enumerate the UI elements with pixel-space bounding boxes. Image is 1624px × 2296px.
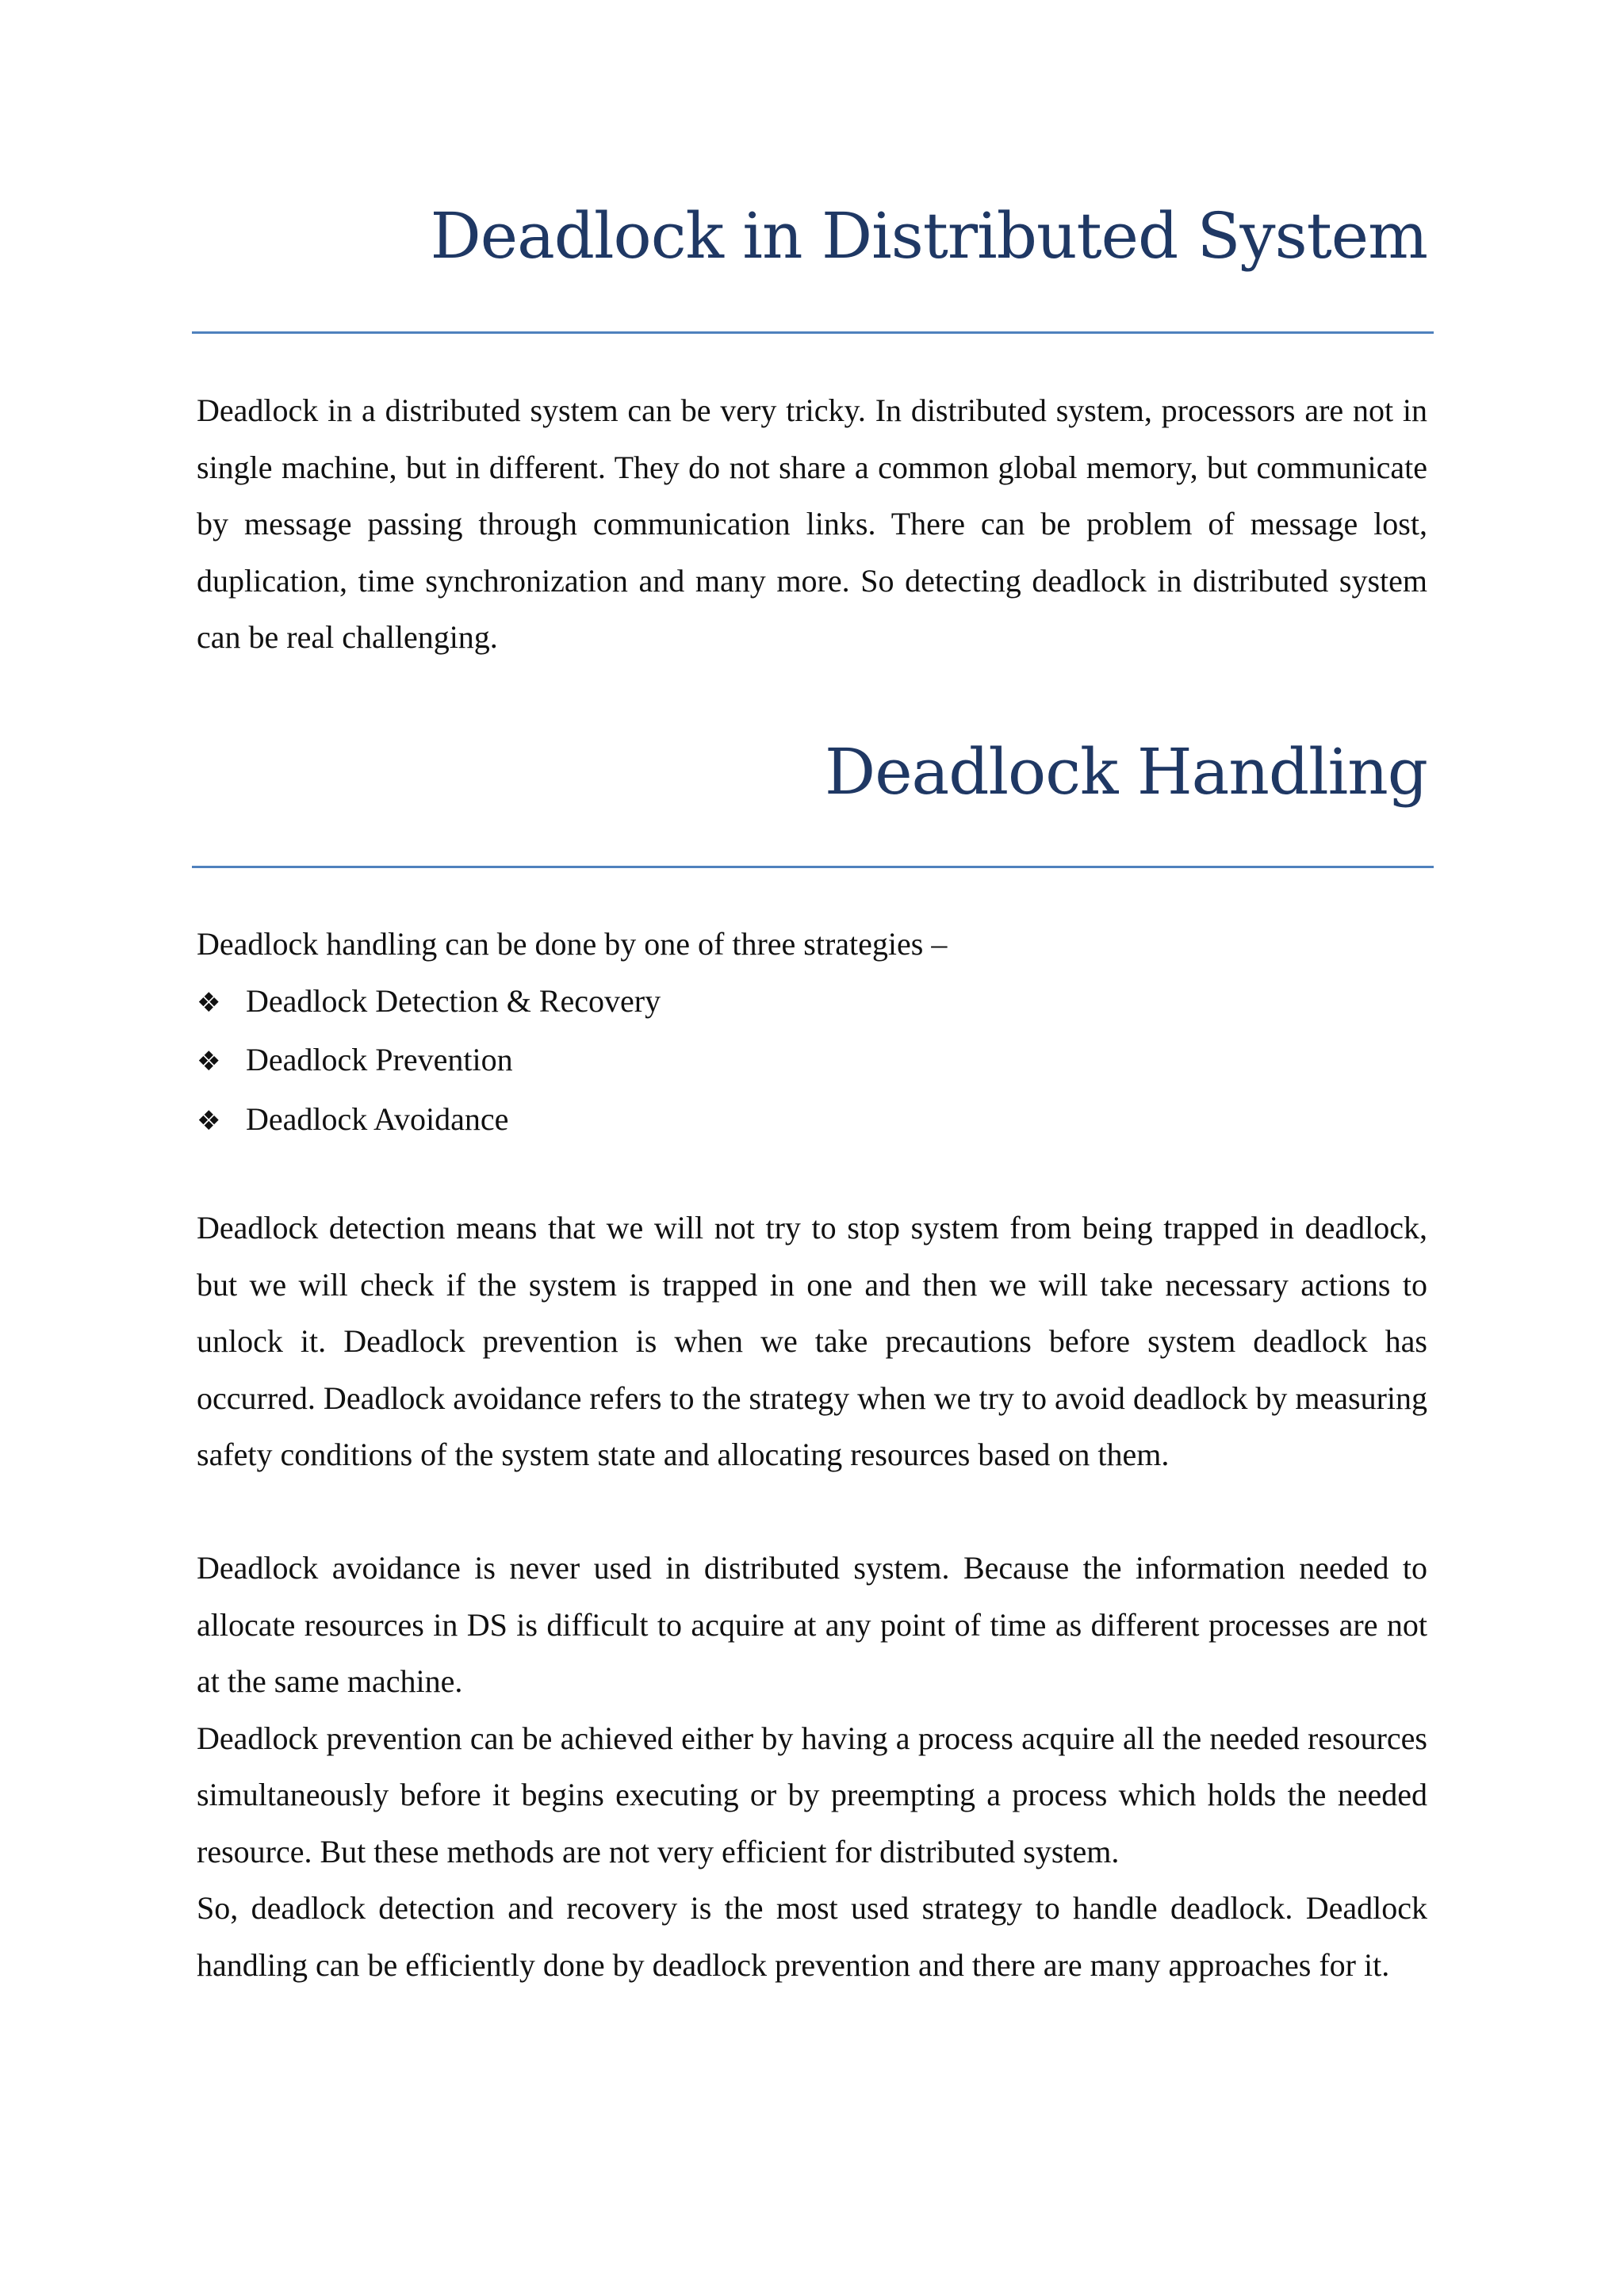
page-title: Deadlock in Distributed System <box>430 199 1427 273</box>
list-item <box>197 1031 1427 1091</box>
section-1-header <box>197 197 1427 276</box>
section-2-body <box>197 916 1427 1150</box>
strategies-explanation-paragraph: Deadlock detection means that we will not try to stop system from being trapped in deadlock, but we will check if the system is trapped in one and then we will take necessary actions to unlock it. Deadlock prevention is when we take precautions before system deadlock has occurred. Deadlock avoidance refers to the strategy when we try to avoid deadlock by measuring safety conditions of the system state and allocating resources based on them. <box>197 1210 1427 1472</box>
strategy-label: Deadlock Avoidance <box>246 1100 509 1137</box>
section-heading: Deadlock Handling <box>825 735 1427 809</box>
strategy-label: Deadlock Prevention <box>246 1042 513 1077</box>
strategy-list <box>197 973 1427 1150</box>
title-divider <box>192 331 1434 334</box>
section-1-body <box>197 382 1427 666</box>
section-divider <box>192 866 1434 868</box>
intro-paragraph: Deadlock in a distributed system can be very tricky. In distributed system, processors are not in single machine, but in different. They do not share a common global memory, but communicate by message passing through communication links. There can be problem of message lost, duplication, time synchronization and many more. So detecting deadlock in distributed system can be real challenging. <box>197 392 1427 655</box>
avoidance-paragraph: Deadlock avoidance is never used in distributed system. Because the information needed to allocate resources in DS is difficult to acquire at any point of time as different processes are not at the same machine. <box>197 1550 1427 1699</box>
strategies-intro: Deadlock handling can be done by one of three strategies – <box>197 926 948 962</box>
prevention-paragraph: Deadlock prevention can be achieved either by having a process acquire all the needed resources simultaneously before it begins executing or by preempting a process which holds the needed resource. But these methods are not very efficient for distributed system. <box>197 1720 1427 1869</box>
diamond-bullet-icon: ❖ <box>197 986 221 1019</box>
section-2-paragraph-block-1 <box>197 1200 1427 1483</box>
section-2-header <box>197 733 1427 812</box>
strategy-label: Deadlock Detection & Recovery <box>246 982 661 1019</box>
section-2-paragraph-block-2 <box>197 1540 1427 1993</box>
list-item <box>197 973 1427 1032</box>
diamond-bullet-icon: ❖ <box>197 1046 221 1077</box>
diamond-bullet-icon: ❖ <box>197 1104 221 1137</box>
list-item <box>197 1091 1427 1150</box>
detection-recovery-paragraph: So, deadlock detection and recovery is the most used strategy to handle deadlock. Deadlock handling can be efficiently done by deadlock prevention and there are many approaches for it. <box>197 1890 1427 1983</box>
